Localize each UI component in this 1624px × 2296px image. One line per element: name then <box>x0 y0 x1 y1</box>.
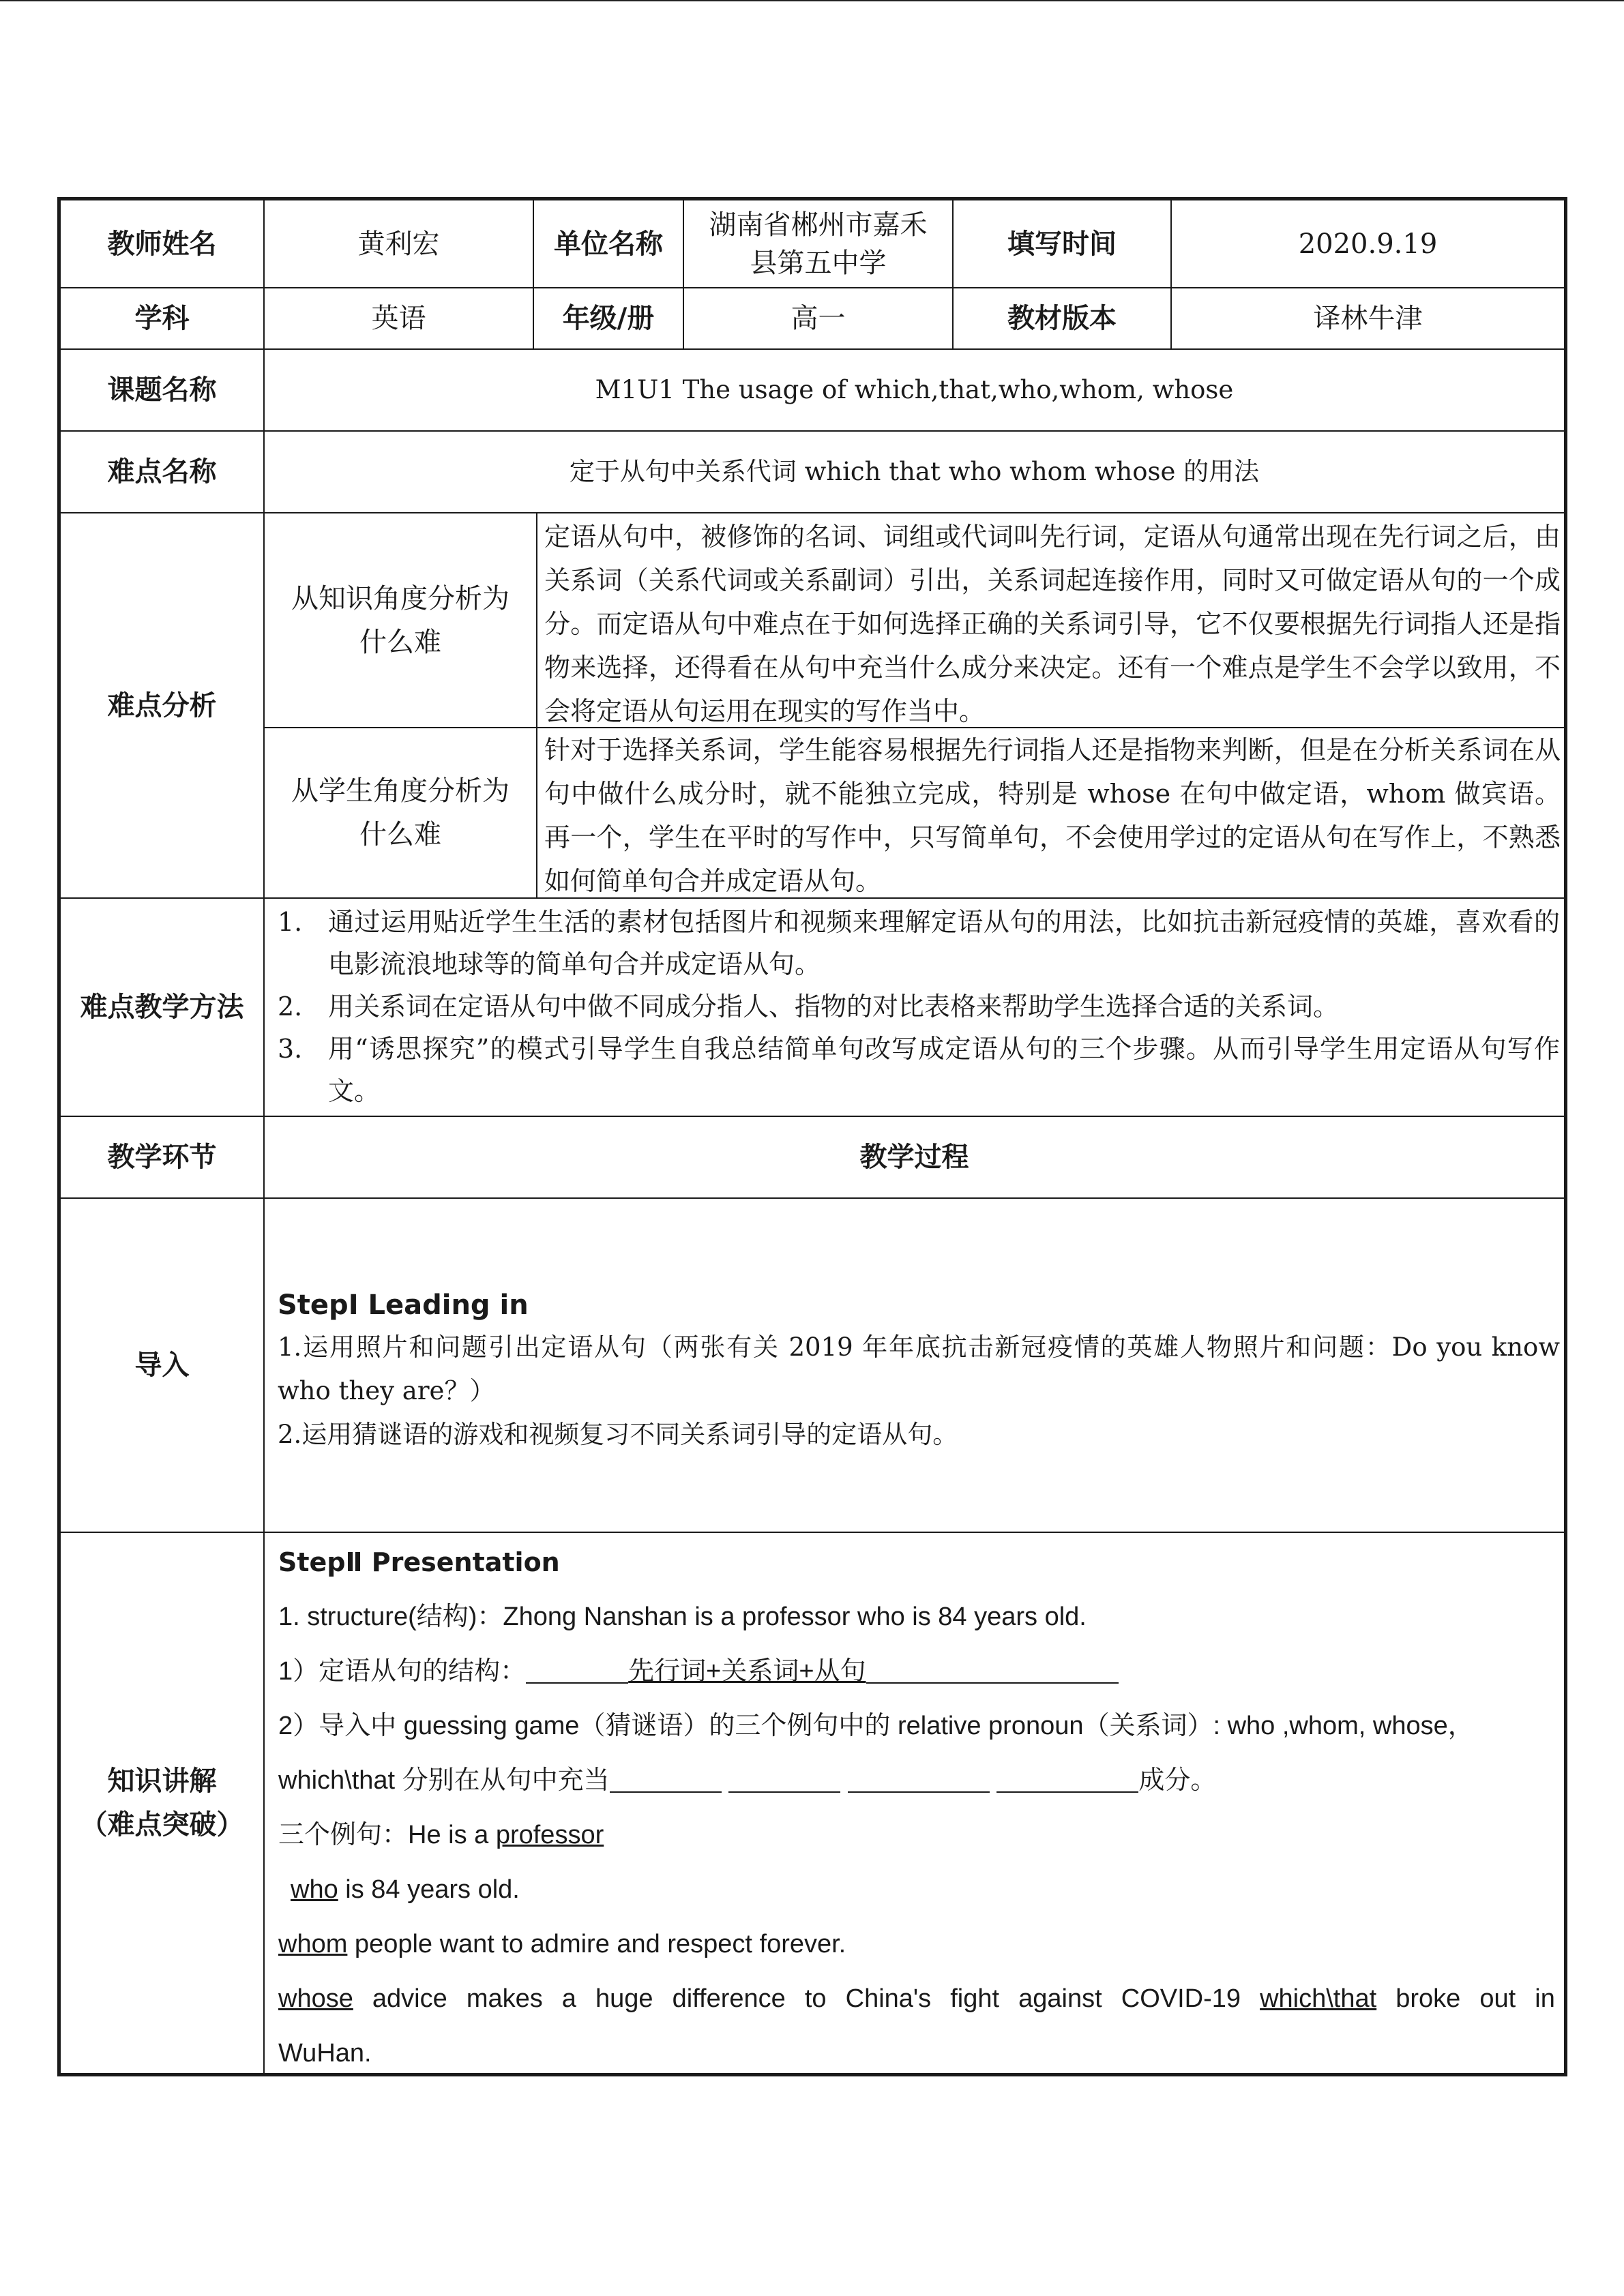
fill-blank <box>866 1652 1119 1684</box>
sub1-answer: 先行词+关系词+从句 <box>628 1657 866 1686</box>
examples-prefix: 三个例句：He is a <box>278 1821 496 1849</box>
textbook-label: 教材版本 <box>1007 303 1117 334</box>
ex3-makes: makes <box>466 1984 543 2013</box>
ex3-difference: difference <box>672 1984 786 2013</box>
fill-blank <box>996 1761 1138 1793</box>
knowledge-angle-line2: 什么难 <box>359 626 441 658</box>
page-top-rule <box>0 0 1624 1</box>
intro-step-title: StepⅠ Leading in <box>278 1289 529 1321</box>
methods-label: 难点教学方法 <box>80 992 244 1023</box>
intro-line-2: 2.运用猜谜语的游戏和视频复习不同关系词引导的定语从句。 <box>278 1420 958 1449</box>
row-divider <box>61 1532 1564 1533</box>
topic-label: 课题名称 <box>107 374 217 406</box>
fill-blank <box>526 1652 628 1684</box>
fill-blank <box>848 1761 990 1793</box>
methods-list <box>278 901 1560 1112</box>
fill-blank <box>728 1761 840 1793</box>
structure-sub2-cont <box>278 1761 1552 1800</box>
knowledge-label-line2: （难点突破） <box>80 1809 244 1840</box>
student-angle-line2: 什么难 <box>359 819 441 850</box>
grade-value: 高一 <box>791 303 846 334</box>
stage-header: 教学环节 <box>107 1142 217 1173</box>
subject-label: 学科 <box>134 303 190 334</box>
ex3-out: out <box>1479 1984 1516 2013</box>
subject-value: 英语 <box>371 303 426 334</box>
example-3-end: WuHan. <box>278 2039 372 2068</box>
knowledge-angle-line1: 从知识角度分析为 <box>291 582 510 614</box>
grade-label: 年级/册 <box>562 303 655 334</box>
example-2-pronoun: whom <box>278 1930 348 1958</box>
ex3-against: against <box>1018 1984 1102 2013</box>
intro-label: 导入 <box>134 1350 190 1381</box>
example-1-pronoun: who <box>291 1875 338 1904</box>
knowledge-label-line1: 知识讲解 <box>107 1765 217 1797</box>
structure-sub2: 2）导入中 guessing game（猜谜语）的三个例句中的 relative pronoun（关系词）: who ,whom, whose， <box>278 1712 1474 1740</box>
row-divider <box>61 1197 1564 1199</box>
ex3-covid: COVID-19 <box>1121 1984 1241 2013</box>
structure-line: 1. structure(结构)：Zhong Nanshan is a professor who is 84 years old. <box>278 1602 1087 1631</box>
ex3-in: in <box>1535 1984 1555 2013</box>
ex3-a: a <box>561 1984 576 2013</box>
ex3-china: China's <box>845 1984 932 2013</box>
fill-date-label: 填写时间 <box>1007 228 1117 260</box>
example-3-pronoun-2: which\that <box>1260 1984 1377 2013</box>
intro-content <box>278 1285 1560 1457</box>
example-2 <box>278 1925 1552 1963</box>
ex3-broke: broke <box>1396 1984 1461 2013</box>
process-header: 教学过程 <box>859 1142 969 1173</box>
student-angle-label <box>265 728 536 897</box>
example-1 <box>291 1870 1565 1909</box>
example-1-rest: is 84 years old. <box>338 1875 520 1904</box>
ex3-to: to <box>804 1984 827 2013</box>
examples-noun: professor <box>495 1821 604 1849</box>
fill-blank <box>610 1761 722 1793</box>
sub2-cont-prefix: which\that 分别在从句中充当 <box>278 1766 610 1795</box>
example-2-rest: people want to admire and respect forever. <box>347 1930 846 1958</box>
sub2-cont-suffix: 成分。 <box>1138 1766 1217 1795</box>
difficulty-value: 定于从句中关系代词 which that who whom whose 的用法 <box>569 457 1260 486</box>
method-item: 2. 用关系词在定语从句中做不同成分指人、指物的对比表格来帮助学生选择合适的关系词。 <box>278 992 1340 1022</box>
fill-date-value: 2020.9.19 <box>1298 228 1438 260</box>
topic-value: M1U1 The usage of which,that,who,whom, whose <box>595 375 1234 404</box>
knowledge-label <box>61 1533 263 2073</box>
difficulty-label: 难点名称 <box>107 456 217 488</box>
method-item: 3. 用“诱思探究”的模式引导学生自我总结简单句改写成定语从句的三个步骤。从而引导学生用定语从句写作文。 <box>278 1034 1560 1106</box>
student-angle-text: 针对于选择关系词，学生能容易根据先行词指人还是指物来判断，但是在分析关系词在从句中做什么成分时，就不能独立完成，特别是 whose 在句中做定语，whom 做宾语。再一个，学生在平时的写作中，只写简单句，不会使用学过的定语从句在写作上，不熟悉如何简单句合并成定语从句。 <box>544 735 1561 896</box>
textbook-value: 译林牛津 <box>1313 303 1423 334</box>
knowledge-angle-text: 定语从句中，被修饰的名词、词组或代词叫先行词，定语从句通常出现在先行词之后，由关系词（关系代词或关系副词）引出，关系词起连接作用，同时又可做定语从句的一个成分。而定语从句中难点在于如何选择正确的关系词引导，它不仅要根据先行词指人还是指物来选择，还得看在从句中充当什么成分来决定。还有一个难点是学生不会学以致用，不会将定语从句运用在现实的写作当中。 <box>544 522 1561 726</box>
student-angle-line1: 从学生角度分析为 <box>291 775 510 807</box>
teacher-name-value: 黄利宏 <box>357 228 440 260</box>
unit-name-line2: 县第五中学 <box>750 247 887 279</box>
method-item: 1. 通过运用贴近学生生活的素材包括图片和视频来理解定语从句的用法，比如抗击新冠疫情的英雄，喜欢看的电影流浪地球等的简单句合并成定语从句。 <box>278 907 1560 979</box>
ex3-advice: advice <box>372 1984 447 2013</box>
example-3-pronoun: whose <box>278 1984 353 2013</box>
structure-sub1 <box>278 1652 1552 1690</box>
unit-name-label: 单位名称 <box>554 228 663 260</box>
example-3 <box>278 1980 1555 2018</box>
ex3-huge: huge <box>595 1984 653 2013</box>
analysis-label: 难点分析 <box>107 689 217 721</box>
col-divider <box>536 512 537 897</box>
intro-line-1: 1.运用照片和问题引出定语从句（两张有关 2019 年年底抗击新冠疫情的英雄人物照片和问题：Do you know who they are？） <box>278 1332 1560 1405</box>
examples-line <box>278 1816 1552 1854</box>
presentation-step-title: StepⅡ Presentation <box>278 1547 560 1577</box>
sub1-prefix: 1）定语从句的结构： <box>278 1657 527 1686</box>
unit-name-value <box>684 200 952 287</box>
teacher-name-label: 教师姓名 <box>107 228 217 260</box>
knowledge-angle-label <box>265 513 536 727</box>
unit-name-line1: 湖南省郴州市嘉禾 <box>709 209 928 241</box>
ex3-fight: fight <box>950 1984 1000 2013</box>
